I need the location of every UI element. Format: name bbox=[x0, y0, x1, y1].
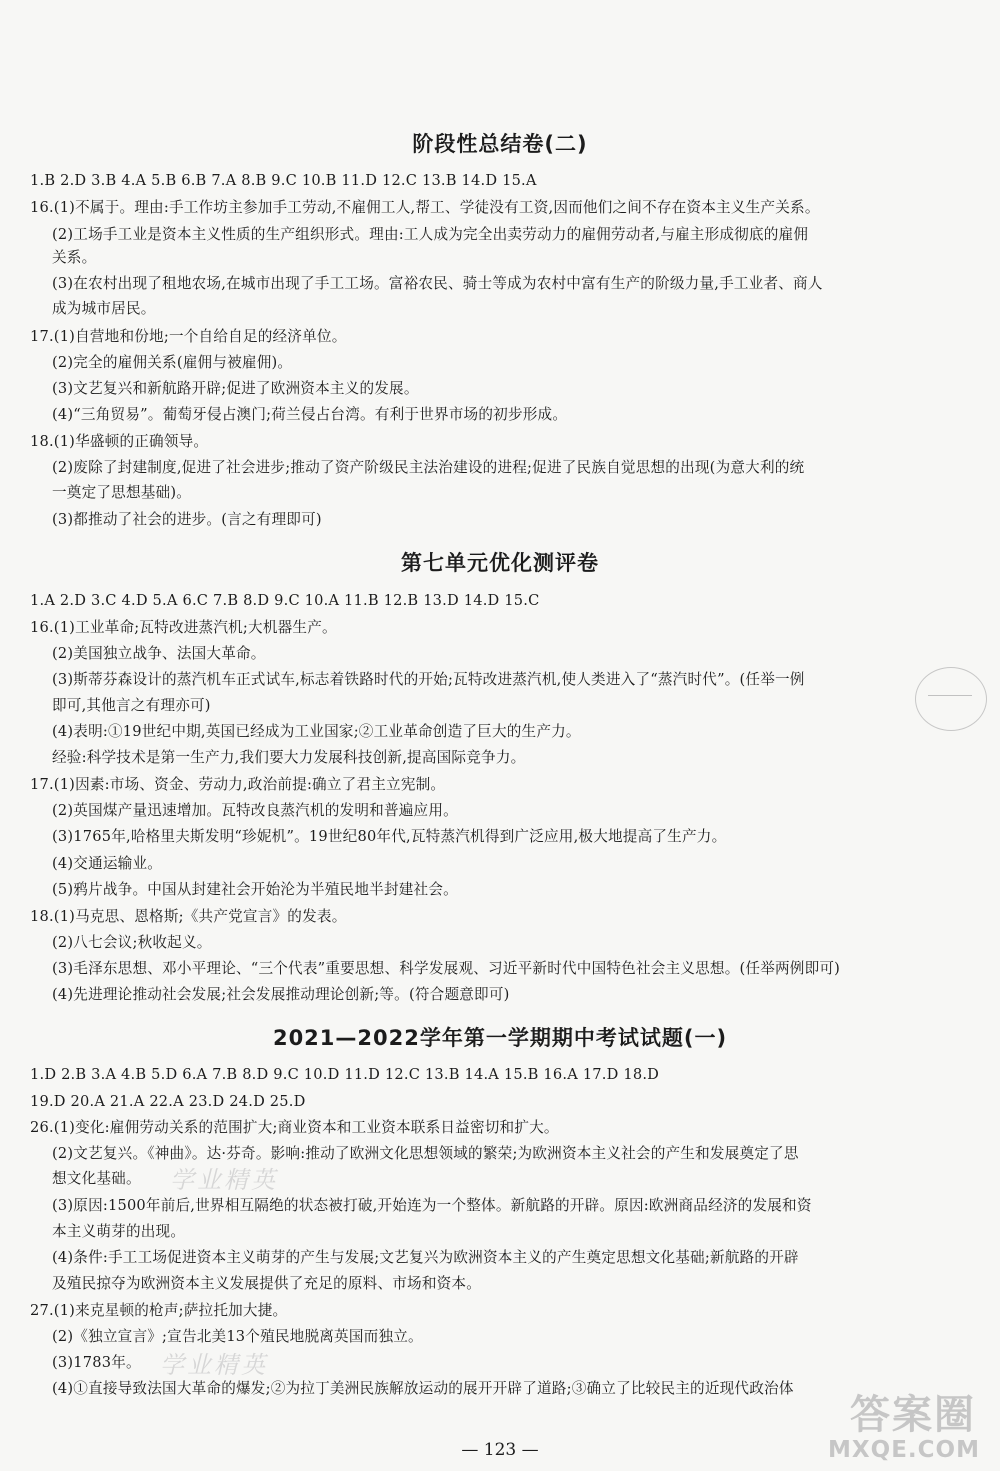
answer-line: (4)“三角贸易”。葡萄牙侵占澳门;荷兰侵占台湾。有利于世界市场的初步形成。 bbox=[52, 406, 568, 423]
answer-line: (3)文艺复兴和新航路开辟;促进了欧洲资本主义的发展。 bbox=[52, 380, 419, 397]
answer-line: 17.(1)自营地和份地;一个自给自足的经济单位。 bbox=[30, 328, 347, 345]
answer-line: 26.(1)变化:雇佣劳动关系的范围扩大;商业资本和工业资本联系日益密切和扩大。 bbox=[30, 1119, 559, 1136]
section-title: 第七单元优化测评卷 bbox=[401, 551, 599, 575]
answer-line: 18.(1)华盛顿的正确领导。 bbox=[30, 433, 209, 450]
answer-line: (4)先进理论推动社会发展;社会发展推动理论创新;等。(符合题意即可) bbox=[52, 986, 510, 1003]
answer-line: (2)英国煤产量迅速增加。瓦特改良蒸汽机的发明和普遍应用。 bbox=[52, 802, 458, 819]
answer-line: (3)斯蒂芬森设计的蒸汽机车正式试车,标志着铁路时代的开始;瓦特改进蒸汽机,使人类进入了“蒸汽时代”。(任举一例 bbox=[52, 671, 805, 688]
page-number: — 123 — bbox=[461, 1440, 539, 1460]
section-title: 阶段性总结卷(二) bbox=[412, 132, 588, 156]
answer-line: (2)八七会议;秋收起义。 bbox=[52, 934, 212, 951]
answer-line: 想文化基础。 bbox=[52, 1170, 141, 1187]
answer-line: (4)①直接导致法国大革命的爆发;②为拉丁美洲民族解放运动的展开开辟了道路;③确立了比较民主的近现代政治体 bbox=[52, 1380, 794, 1397]
faint-watermark: 学业精英 bbox=[170, 1166, 278, 1194]
answer-line: 即可,其他言之有理亦可) bbox=[52, 697, 211, 714]
answer-line: 本主义萌芽的出现。 bbox=[52, 1223, 186, 1240]
answer-line: (2)美国独立战争、法国大革命。 bbox=[52, 645, 266, 662]
answer-line: (5)鸦片战争。中国从封建社会开始沦为半殖民地半封建社会。 bbox=[52, 881, 458, 898]
answer-line: (2)工场手工业是资本主义性质的生产组织形式。理由:工人成为完全出卖劳动力的雇佣劳动者,与雇主形成彻底的雇佣 bbox=[52, 226, 809, 243]
answer-line: 16.(1)工业革命;瓦特改进蒸汽机;大机器生产。 bbox=[30, 619, 337, 636]
answer-line: 19.D 20.A 21.A 22.A 23.D 24.D 25.D bbox=[30, 1093, 306, 1110]
section-title: 2021—2022学年第一学期期中考试试题(一) bbox=[272, 1026, 728, 1050]
answer-line: 27.(1)来克星顿的枪声;萨拉托加大捷。 bbox=[30, 1302, 288, 1319]
answer-line: 1.A 2.D 3.C 4.D 5.A 6.C 7.B 8.D 9.C 10.A 11.B 12.B 13.D 14.D 15.C bbox=[30, 592, 540, 609]
answer-line: 及殖民掠夺为欧洲资本主义发展提供了充足的原料、市场和资本。 bbox=[52, 1275, 482, 1292]
answer-line: 1.D 2.B 3.A 4.B 5.D 6.A 7.B 8.D 9.C 10.D 11.D 12.C 13.B 14.A 15.B 16.A 17.D 18.D bbox=[30, 1066, 660, 1083]
answer-line: (4)条件:手工工场促进资本主义萌芽的产生与发展;文艺复兴为欧洲资本主义的产生奠定思想文化基础;新航路的开辟 bbox=[52, 1249, 799, 1266]
answer-line: 经验:科学技术是第一生产力,我们要大力发展科技创新,提高国际竞争力。 bbox=[52, 749, 526, 766]
answer-line: (2)废除了封建制度,促进了社会进步;推动了资产阶级民主法治建设的进程;促进了民族自觉思想的出现(为意大利的统 bbox=[52, 459, 805, 476]
answer-line: 18.(1)马克思、恩格斯;《共产党宣言》的发表。 bbox=[30, 908, 347, 925]
answer-line: (2)《独立宣言》;宣告北美13个殖民地脱离英国而独立。 bbox=[52, 1328, 423, 1345]
site-watermark-logo bbox=[828, 1383, 994, 1471]
answer-line: 16.(1)不属于。理由:手工作坊主参加手工劳动,不雇佣工人,帮工、学徒没有工资,因而他们之间不存在资本主义生产关系。 bbox=[30, 199, 820, 216]
answer-line: (4)表明:①19世纪中期,英国已经成为工业国家;②工业革命创造了巨大的生产力。 bbox=[52, 723, 581, 740]
answer-line: (3)毛泽东思想、邓小平理论、“三个代表”重要思想、科学发展观、习近平新时代中国特色社会主义思想。(任举两例即可) bbox=[52, 960, 841, 977]
answer-line: 一奠定了思想基础)。 bbox=[52, 484, 192, 501]
answer-line: (4)交通运输业。 bbox=[52, 855, 163, 872]
answer-line: 关系。 bbox=[52, 249, 97, 266]
answer-line: (3)1765年,哈格里夫斯发明“珍妮机”。19世纪80年代,瓦特蒸汽机得到广泛应用,极大地提高了生产力。 bbox=[52, 828, 727, 845]
answer-line: 17.(1)因素:市场、资金、劳动力,政治前提:确立了君主立宪制。 bbox=[30, 776, 446, 793]
stamp-mark bbox=[915, 667, 987, 731]
answer-line: (2)文艺复兴。《神曲》。达·芬奇。影响:推动了欧洲文化思想领域的繁荣;为欧洲资本主义社会的产生和发展奠定了思 bbox=[52, 1145, 799, 1162]
answer-line: 1.B 2.D 3.B 4.A 5.B 6.B 7.A 8.B 9.C 10.B 11.D 12.C 13.B 14.D 15.A bbox=[30, 172, 537, 189]
faint-watermark: 学业精英 bbox=[160, 1351, 268, 1379]
answer-line: (3)都推动了社会的进步。(言之有理即可) bbox=[52, 511, 322, 528]
answer-line: 成为城市居民。 bbox=[52, 300, 156, 317]
answer-line: (3)在农村出现了租地农场,在城市出现了手工工场。富裕农民、骑士等成为农村中富有生产的阶级力量,手工业者、商人 bbox=[52, 275, 823, 292]
watermark-logo-text: 答案圈 bbox=[850, 1392, 976, 1438]
watermark-site-text: MXQE.COM bbox=[828, 1437, 980, 1463]
answer-line: (3)原因:1500年前后,世界相互隔绝的状态被打破,开始连为一个整体。新航路的开辟。原因:欧洲商品经济的发展和资 bbox=[52, 1197, 812, 1214]
answer-line: (3)1783年。 bbox=[52, 1354, 141, 1371]
answer-line: (2)完全的雇佣关系(雇佣与被雇佣)。 bbox=[52, 354, 293, 371]
